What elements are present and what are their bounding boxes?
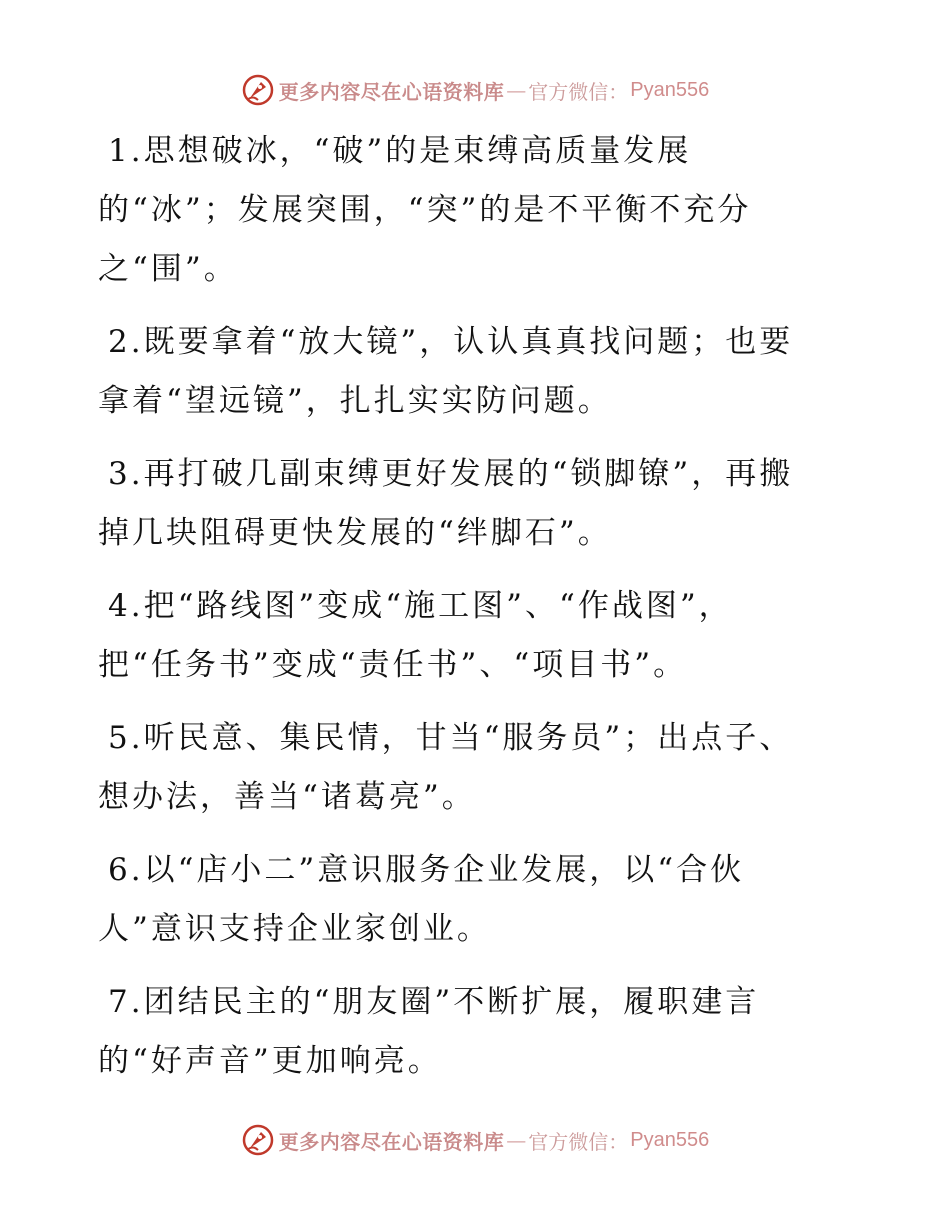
list-item-4-line-1: 4.把“路线图”变成“施工图”、“作战图”，	[108, 588, 733, 624]
list-item-4	[98, 577, 838, 695]
list-item-2	[98, 313, 838, 431]
footer-banner-separator: —	[506, 1128, 527, 1152]
list-item-7	[98, 973, 838, 1091]
pen-nib-logo-icon	[241, 1123, 275, 1157]
list-item-1-line-3: 之“围”。	[98, 251, 238, 287]
list-item-5-line-2: 想办法，善当“诸葛亮”。	[98, 779, 476, 815]
list-item-3	[98, 445, 838, 563]
list-item-6-line-1: 6.以“店小二”意识服务企业发展，以“合伙	[108, 852, 745, 888]
list-item-5	[98, 709, 838, 827]
header-wechat-id: Pyan556	[630, 78, 710, 101]
list-item-1-line-2: 的“冰”；发展突围，“突”的是不平衡不充分	[98, 192, 752, 228]
header-wechat-label: 官方微信：	[528, 79, 629, 104]
document-body	[98, 122, 838, 1105]
list-item-7-line-2: 的“好声音”更加响亮。	[98, 1043, 442, 1079]
footer-banner	[0, 1120, 950, 1160]
list-item-1-line-1: 1.思想破冰，“破”的是束缚高质量发展	[108, 133, 692, 169]
list-item-1	[98, 122, 838, 299]
list-item-2-line-2: 拿着“望远镜”，扎扎实实防问题。	[98, 383, 612, 419]
list-item-2-line-1: 2.既要拿着“放大镜”，认认真真找问题；也要	[108, 324, 794, 360]
list-item-3-line-2: 掉几块阻碍更快发展的“绊脚石”。	[98, 515, 612, 551]
list-item-7-line-1: 7.团结民主的“朋友圈”不断扩展，履职建言	[108, 984, 760, 1020]
list-item-3-line-1: 3.再打破几副束缚更好发展的“锁脚镣”，再搬	[108, 456, 794, 492]
footer-wechat-label: 官方微信：	[528, 1129, 629, 1154]
footer-wechat-id: Pyan556	[630, 1128, 710, 1151]
list-item-4-line-2: 把“任务书”变成“责任书”、“项目书”。	[98, 647, 688, 683]
list-item-6-line-2: 人”意识支持企业家创业。	[98, 911, 491, 947]
pen-nib-logo-icon	[241, 73, 275, 107]
footer-banner-text: 更多内容尽在心语资料库	[278, 1129, 505, 1154]
header-banner-separator: —	[506, 78, 527, 102]
list-item-5-line-1: 5.听民意、集民情，甘当“服务员”；出点子、	[108, 720, 794, 756]
header-banner-text: 更多内容尽在心语资料库	[278, 79, 505, 104]
header-banner	[0, 70, 950, 110]
list-item-6	[98, 841, 838, 959]
